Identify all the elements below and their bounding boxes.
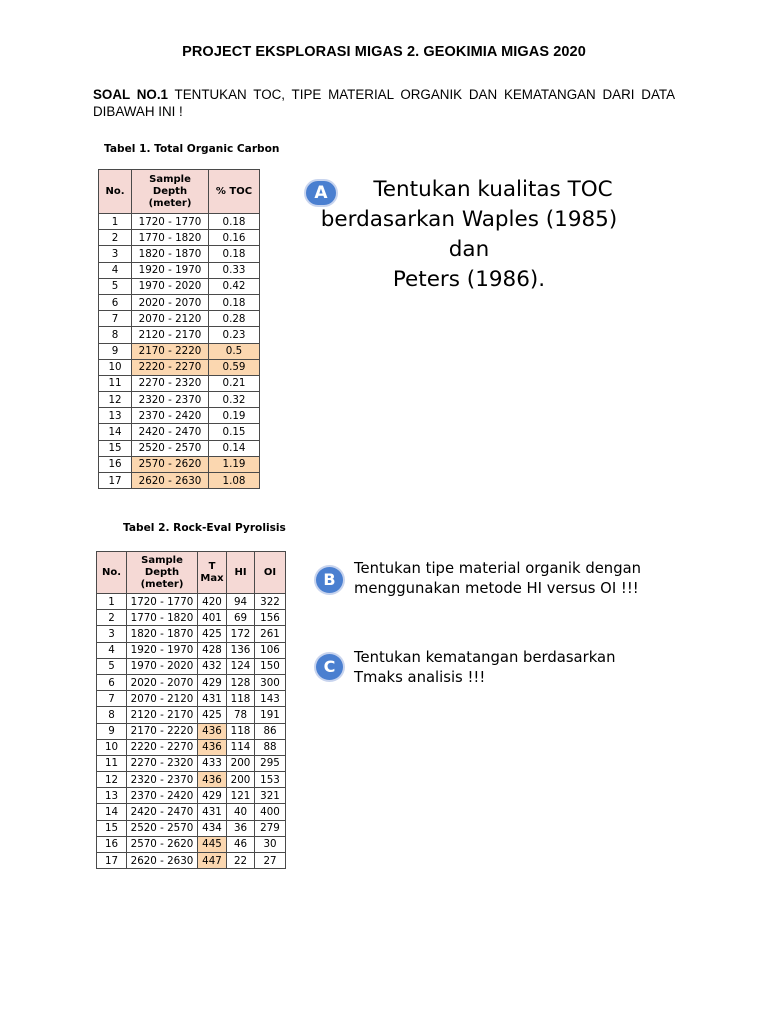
cell-tmax: 429 [198,674,227,690]
cell-no: 16 [97,836,127,852]
cell-no: 3 [97,626,127,642]
cell-hi: 121 [227,788,255,804]
cell-oi: 143 [255,691,286,707]
cell-no: 7 [99,311,132,327]
cell-depth: 1720 - 1770 [132,214,209,230]
cell-tmax: 425 [198,707,227,723]
cell-depth: 2170 - 2220 [127,723,198,739]
cell-oi: 86 [255,723,286,739]
cell-hi: 40 [227,804,255,820]
table-row [97,804,286,820]
cell-no: 6 [99,294,132,310]
cell-depth: 2620 - 2630 [127,853,198,869]
task-b-text [354,559,684,599]
cell-oi: 300 [255,674,286,690]
cell-oi: 153 [255,772,286,788]
cell-toc: 0.14 [209,440,260,456]
cell-no: 11 [97,755,127,771]
cell-no: 16 [99,456,132,472]
task-b-line1: Tentukan tipe material organik dengan [354,560,642,577]
table-row [99,440,260,456]
table-row [99,230,260,246]
cell-tmax: 434 [198,820,227,836]
cell-no: 7 [97,691,127,707]
table-row [99,327,260,343]
cell-depth: 1970 - 2020 [127,658,198,674]
col-header-toc: % TOC [209,170,260,214]
table-row [97,658,286,674]
cell-tmax: 447 [198,853,227,869]
cell-no: 17 [97,853,127,869]
question-text [93,86,675,120]
cell-no: 9 [99,343,132,359]
cell-oi: 321 [255,788,286,804]
cell-hi: 200 [227,755,255,771]
table-row [97,723,286,739]
cell-tmax: 436 [198,739,227,755]
cell-depth: 2370 - 2420 [127,788,198,804]
cell-depth: 1820 - 1870 [127,626,198,642]
task-c-text [354,648,684,688]
task-a-badge: A [304,179,338,207]
cell-depth: 2270 - 2320 [132,375,209,391]
cell-oi: 88 [255,739,286,755]
cell-no: 4 [97,642,127,658]
cell-tmax: 431 [198,691,227,707]
task-a-line3: Peters (1986). [392,267,546,292]
cell-depth: 2420 - 2470 [132,424,209,440]
cell-no: 1 [99,214,132,230]
cell-toc: 1.19 [209,456,260,472]
cell-tmax: 433 [198,755,227,771]
cell-hi: 118 [227,723,255,739]
document-title: PROJECT EKSPLORASI MIGAS 2. GEOKIMIA MIGAS 2020 [182,44,586,60]
task-c-badge: C [314,652,345,682]
cell-depth: 2320 - 2370 [132,392,209,408]
cell-no: 10 [97,739,127,755]
rock-eval-table [96,551,286,869]
cell-toc: 0.28 [209,311,260,327]
cell-oi: 295 [255,755,286,771]
cell-tmax: 425 [198,626,227,642]
cell-no: 2 [97,610,127,626]
cell-toc: 1.08 [209,473,260,489]
cell-no: 9 [97,723,127,739]
col-header-depth: Sample Depth (meter) [132,170,209,214]
table-row [99,294,260,310]
cell-depth: 1820 - 1870 [132,246,209,262]
table-row [99,456,260,472]
cell-no: 5 [97,658,127,674]
cell-toc: 0.21 [209,375,260,391]
cell-oi: 322 [255,594,286,610]
cell-no: 15 [97,820,127,836]
cell-hi: 22 [227,853,255,869]
cell-depth: 2320 - 2370 [127,772,198,788]
cell-hi: 78 [227,707,255,723]
table-row [97,642,286,658]
cell-toc: 0.5 [209,343,260,359]
table-row [97,739,286,755]
cell-hi: 200 [227,772,255,788]
cell-tmax: 432 [198,658,227,674]
table-row [97,610,286,626]
cell-hi: 172 [227,626,255,642]
table2-caption: Tabel 2. Rock-Eval Pyrolisis [123,522,286,534]
cell-depth: 2070 - 2120 [132,311,209,327]
cell-depth: 2520 - 2570 [132,440,209,456]
cell-tmax: 401 [198,610,227,626]
col-header-no: No. [99,170,132,214]
cell-toc: 0.42 [209,278,260,294]
cell-no: 3 [99,246,132,262]
cell-tmax: 431 [198,804,227,820]
question-label: SOAL NO.1 [93,87,168,102]
task-a-line1: Tentukan kualitas TOC [373,177,613,202]
table-row [97,853,286,869]
cell-oi: 27 [255,853,286,869]
table-row [97,755,286,771]
cell-no: 6 [97,674,127,690]
question-body: TENTUKAN TOC, TIPE MATERIAL ORGANIK DAN KEMATANGAN DARI DATA DIBAWAH INI ! [93,87,675,119]
cell-oi: 156 [255,610,286,626]
cell-toc: 0.15 [209,424,260,440]
task-a-text [300,175,638,295]
table-row [99,359,260,375]
cell-no: 4 [99,262,132,278]
task-c-line2: Tmaks analisis !!! [354,669,486,686]
cell-toc: 0.32 [209,392,260,408]
cell-no: 13 [97,788,127,804]
col-header-tmax: T Max [198,552,227,594]
table-row [99,214,260,230]
cell-toc: 0.18 [209,294,260,310]
table-row [99,343,260,359]
cell-depth: 2570 - 2620 [127,836,198,852]
cell-depth: 1720 - 1770 [127,594,198,610]
cell-no: 1 [97,594,127,610]
cell-tmax: 445 [198,836,227,852]
cell-toc: 0.16 [209,230,260,246]
cell-hi: 124 [227,658,255,674]
cell-oi: 261 [255,626,286,642]
table-row [97,788,286,804]
col-header-depth: Sample Depth (meter) [127,552,198,594]
cell-oi: 30 [255,836,286,852]
cell-hi: 114 [227,739,255,755]
cell-no: 10 [99,359,132,375]
cell-no: 12 [99,392,132,408]
cell-depth: 2120 - 2170 [132,327,209,343]
table-row [99,262,260,278]
table-row [99,424,260,440]
table-row [97,626,286,642]
cell-depth: 2370 - 2420 [132,408,209,424]
task-a-line2: berdasarkan Waples (1985) dan [320,207,618,262]
cell-depth: 1970 - 2020 [132,278,209,294]
cell-depth: 1770 - 1820 [127,610,198,626]
cell-no: 8 [97,707,127,723]
table-row [99,473,260,489]
cell-toc: 0.19 [209,408,260,424]
cell-no: 15 [99,440,132,456]
cell-no: 5 [99,278,132,294]
cell-hi: 94 [227,594,255,610]
cell-depth: 2520 - 2570 [127,820,198,836]
table-row [99,375,260,391]
cell-toc: 0.59 [209,359,260,375]
cell-oi: 400 [255,804,286,820]
cell-hi: 128 [227,674,255,690]
cell-tmax: 428 [198,642,227,658]
cell-tmax: 436 [198,772,227,788]
cell-no: 14 [99,424,132,440]
table-row [97,594,286,610]
cell-depth: 2220 - 2270 [127,739,198,755]
cell-depth: 2020 - 2070 [127,674,198,690]
col-header-no: No. [97,552,127,594]
cell-toc: 0.18 [209,246,260,262]
cell-no: 11 [99,375,132,391]
cell-hi: 118 [227,691,255,707]
cell-depth: 2020 - 2070 [132,294,209,310]
table-row [99,278,260,294]
table-row [97,674,286,690]
cell-tmax: 436 [198,723,227,739]
table1-caption: Tabel 1. Total Organic Carbon [104,143,280,155]
table-row [97,707,286,723]
toc-table [98,169,260,489]
cell-depth: 2270 - 2320 [127,755,198,771]
cell-depth: 2420 - 2470 [127,804,198,820]
cell-hi: 46 [227,836,255,852]
cell-oi: 106 [255,642,286,658]
cell-no: 2 [99,230,132,246]
cell-no: 14 [97,804,127,820]
cell-depth: 1770 - 1820 [132,230,209,246]
task-b-badge: B [314,565,345,595]
cell-tmax: 429 [198,788,227,804]
task-c-line1: Tentukan kematangan berdasarkan [354,649,616,666]
table-row [97,691,286,707]
col-header-hi: HI [227,552,255,594]
task-b-line2: menggunakan metode HI versus OI !!! [354,580,639,597]
cell-oi: 150 [255,658,286,674]
table-row [97,772,286,788]
table-row [99,392,260,408]
cell-depth: 2070 - 2120 [127,691,198,707]
table-row [97,820,286,836]
cell-oi: 191 [255,707,286,723]
cell-oi: 279 [255,820,286,836]
cell-toc: 0.23 [209,327,260,343]
table-row [99,246,260,262]
cell-depth: 2570 - 2620 [132,456,209,472]
cell-hi: 36 [227,820,255,836]
table-row [97,836,286,852]
table-row [99,408,260,424]
cell-no: 17 [99,473,132,489]
cell-toc: 0.18 [209,214,260,230]
cell-depth: 2120 - 2170 [127,707,198,723]
cell-hi: 136 [227,642,255,658]
cell-no: 8 [99,327,132,343]
cell-toc: 0.33 [209,262,260,278]
cell-depth: 1920 - 1970 [127,642,198,658]
cell-depth: 2220 - 2270 [132,359,209,375]
cell-tmax: 420 [198,594,227,610]
cell-depth: 2620 - 2630 [132,473,209,489]
cell-depth: 2170 - 2220 [132,343,209,359]
cell-hi: 69 [227,610,255,626]
cell-no: 13 [99,408,132,424]
col-header-oi: OI [255,552,286,594]
cell-depth: 1920 - 1970 [132,262,209,278]
cell-no: 12 [97,772,127,788]
table-row [99,311,260,327]
